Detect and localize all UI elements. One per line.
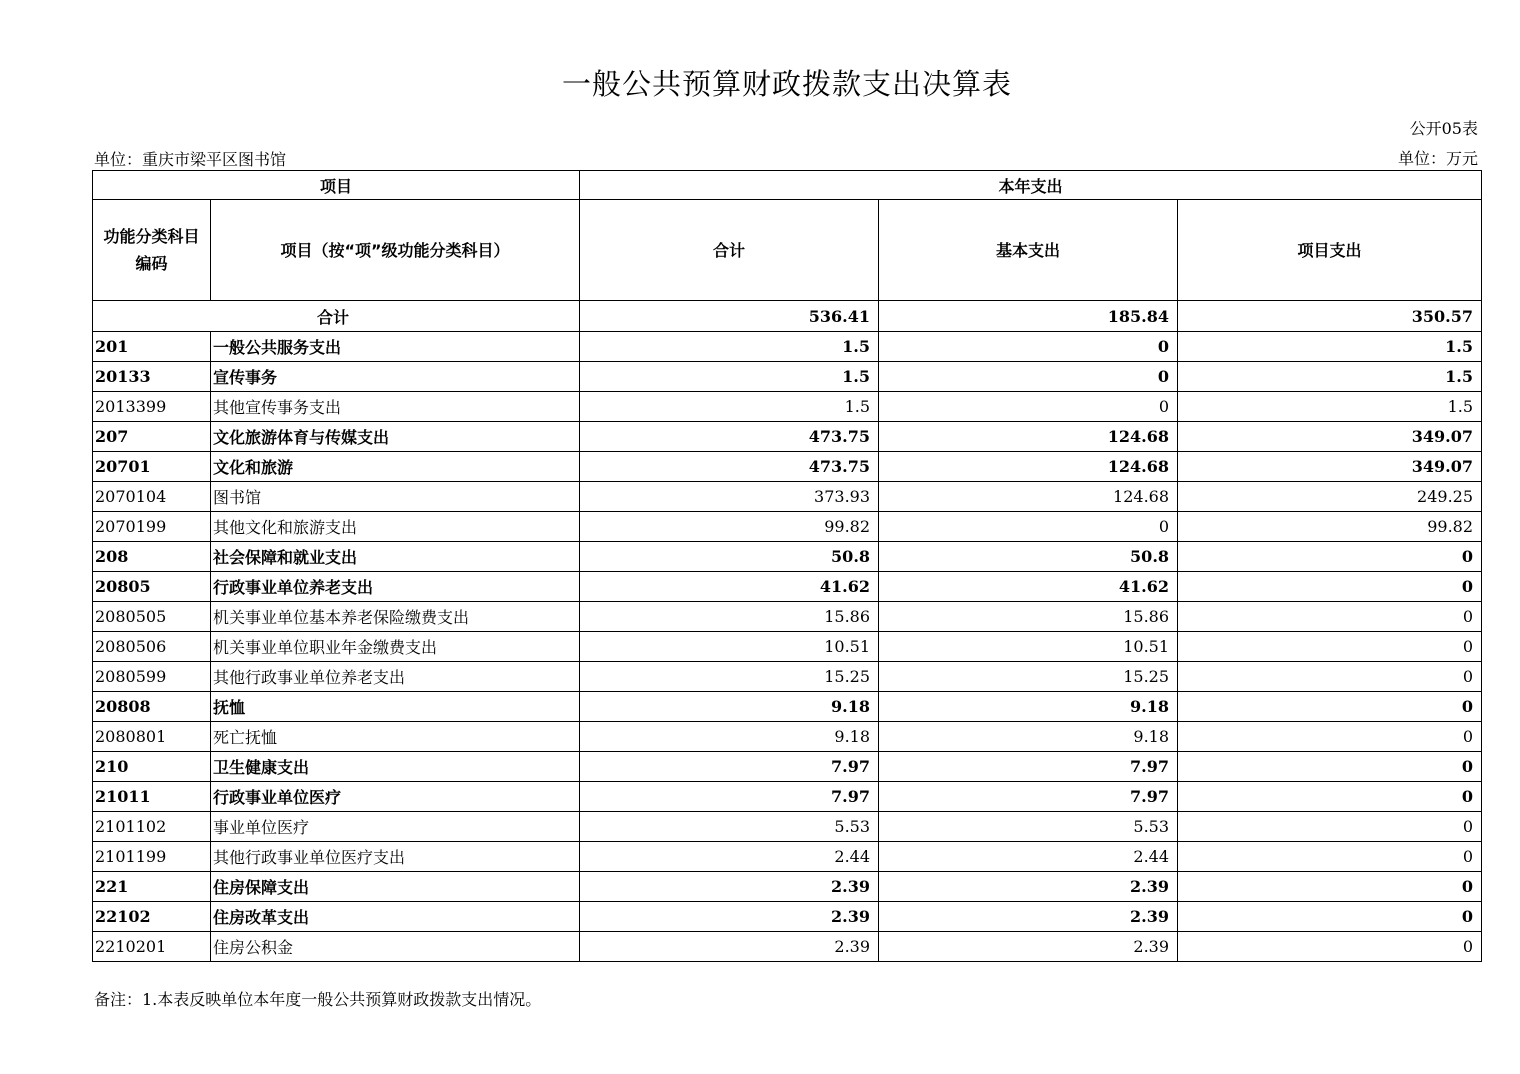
table-row [93, 842, 1482, 872]
row-project: 0 [1178, 872, 1482, 902]
row-project: 0 [1178, 932, 1482, 962]
row-total: 2.39 [580, 932, 879, 962]
table-row [93, 332, 1482, 362]
table-row [93, 632, 1482, 662]
row-project: 0 [1178, 602, 1482, 632]
row-basic: 2.44 [879, 842, 1178, 872]
row-name: 住房改革支出 [211, 902, 580, 932]
table-row [93, 902, 1482, 932]
table-row [93, 692, 1482, 722]
row-project: 1.5 [1178, 392, 1482, 422]
row-name: 宣传事务 [211, 362, 580, 392]
row-name: 其他行政事业单位医疗支出 [211, 842, 580, 872]
row-project: 349.07 [1178, 422, 1482, 452]
header-basic: 基本支出 [879, 200, 1178, 301]
row-code: 2101102 [93, 812, 211, 842]
table-row [93, 722, 1482, 752]
row-project: 0 [1178, 572, 1482, 602]
row-name: 一般公共服务支出 [211, 332, 580, 362]
row-total: 7.97 [580, 782, 879, 812]
table-row [93, 452, 1482, 482]
header-code: 功能分类科目编码 [93, 200, 211, 301]
row-code: 2080801 [93, 722, 211, 752]
row-basic: 0 [879, 392, 1178, 422]
row-basic: 2.39 [879, 932, 1178, 962]
table-row [93, 752, 1482, 782]
row-code: 20808 [93, 692, 211, 722]
row-code: 2080505 [93, 602, 211, 632]
table-row [93, 362, 1482, 392]
table-row [93, 512, 1482, 542]
table-row [93, 812, 1482, 842]
row-basic: 2.39 [879, 902, 1178, 932]
row-name: 住房保障支出 [211, 872, 580, 902]
row-name: 图书馆 [211, 482, 580, 512]
row-name: 住房公积金 [211, 932, 580, 962]
row-basic: 10.51 [879, 632, 1178, 662]
row-total: 99.82 [580, 512, 879, 542]
table-row [93, 932, 1482, 962]
row-project: 0 [1178, 542, 1482, 572]
table-row [93, 542, 1482, 572]
row-name: 文化和旅游 [211, 452, 580, 482]
row-total: 2.44 [580, 842, 879, 872]
row-basic: 124.68 [879, 422, 1178, 452]
row-basic: 41.62 [879, 572, 1178, 602]
row-total: 15.86 [580, 602, 879, 632]
row-code: 21011 [93, 782, 211, 812]
row-code: 2080506 [93, 632, 211, 662]
row-project: 99.82 [1178, 512, 1482, 542]
row-basic: 15.86 [879, 602, 1178, 632]
total-sum: 536.41 [580, 301, 879, 332]
row-code: 2101199 [93, 842, 211, 872]
total-row [93, 301, 1482, 332]
table-row [93, 422, 1482, 452]
row-total: 41.62 [580, 572, 879, 602]
row-name: 卫生健康支出 [211, 752, 580, 782]
row-total: 2.39 [580, 902, 879, 932]
header-project: 项目支出 [1178, 200, 1482, 301]
row-project: 0 [1178, 662, 1482, 692]
row-name: 机关事业单位职业年金缴费支出 [211, 632, 580, 662]
row-code: 2070104 [93, 482, 211, 512]
row-total: 5.53 [580, 812, 879, 842]
row-basic: 0 [879, 332, 1178, 362]
row-code: 221 [93, 872, 211, 902]
row-basic: 124.68 [879, 482, 1178, 512]
row-name: 其他宣传事务支出 [211, 392, 580, 422]
row-code: 2080599 [93, 662, 211, 692]
row-basic: 5.53 [879, 812, 1178, 842]
row-project: 0 [1178, 812, 1482, 842]
page-title: 一般公共预算财政拨款支出决算表 [561, 67, 1012, 101]
row-name: 死亡抚恤 [211, 722, 580, 752]
row-total: 7.97 [580, 752, 879, 782]
row-name: 抚恤 [211, 692, 580, 722]
row-project: 1.5 [1178, 362, 1482, 392]
row-total: 9.18 [580, 722, 879, 752]
row-name: 行政事业单位医疗 [211, 782, 580, 812]
row-total: 1.5 [580, 332, 879, 362]
row-name: 行政事业单位养老支出 [211, 572, 580, 602]
row-name: 事业单位医疗 [211, 812, 580, 842]
row-basic: 2.39 [879, 872, 1178, 902]
row-code: 208 [93, 542, 211, 572]
row-project: 0 [1178, 842, 1482, 872]
row-total: 2.39 [580, 872, 879, 902]
row-code: 20133 [93, 362, 211, 392]
row-total: 50.8 [580, 542, 879, 572]
table-row [93, 872, 1482, 902]
header-name: 项目（按“项”级功能分类科目） [211, 200, 580, 301]
row-project: 0 [1178, 752, 1482, 782]
row-code: 201 [93, 332, 211, 362]
row-basic: 0 [879, 362, 1178, 392]
row-code: 207 [93, 422, 211, 452]
table-row [93, 482, 1482, 512]
row-project: 1.5 [1178, 332, 1482, 362]
row-total: 15.25 [580, 662, 879, 692]
row-name: 文化旅游体育与传媒支出 [211, 422, 580, 452]
row-code: 20701 [93, 452, 211, 482]
row-project: 0 [1178, 632, 1482, 662]
row-name: 其他文化和旅游支出 [211, 512, 580, 542]
row-basic: 124.68 [879, 452, 1178, 482]
row-total: 373.93 [580, 482, 879, 512]
row-basic: 7.97 [879, 752, 1178, 782]
row-code: 22102 [93, 902, 211, 932]
row-name: 其他行政事业单位养老支出 [211, 662, 580, 692]
row-code: 210 [93, 752, 211, 782]
row-project: 0 [1178, 692, 1482, 722]
row-basic: 50.8 [879, 542, 1178, 572]
table-row [93, 662, 1482, 692]
row-code: 2210201 [93, 932, 211, 962]
row-basic: 7.97 [879, 782, 1178, 812]
row-total: 1.5 [580, 392, 879, 422]
row-name: 社会保障和就业支出 [211, 542, 580, 572]
total-label: 合计 [93, 301, 580, 332]
header-row-group [93, 171, 1482, 200]
total-project: 350.57 [1178, 301, 1482, 332]
row-project: 249.25 [1178, 482, 1482, 512]
header-item-group: 项目 [93, 171, 580, 200]
row-project: 0 [1178, 722, 1482, 752]
form-number: 公开05表 [1409, 119, 1478, 138]
header-year-group: 本年支出 [580, 171, 1482, 200]
table-row [93, 392, 1482, 422]
row-code: 20805 [93, 572, 211, 602]
footnote: 备注：1.本表反映单位本年度一般公共预算财政拨款支出情况。 [94, 990, 542, 1009]
table-row [93, 602, 1482, 632]
row-project: 349.07 [1178, 452, 1482, 482]
row-code: 2013399 [93, 392, 211, 422]
total-basic: 185.84 [879, 301, 1178, 332]
row-total: 473.75 [580, 452, 879, 482]
row-basic: 9.18 [879, 722, 1178, 752]
unit-organization: 单位：重庆市梁平区图书馆 [94, 150, 287, 169]
row-total: 10.51 [580, 632, 879, 662]
table-row [93, 782, 1482, 812]
row-basic: 0 [879, 512, 1178, 542]
row-total: 473.75 [580, 422, 879, 452]
row-project: 0 [1178, 902, 1482, 932]
row-name: 机关事业单位基本养老保险缴费支出 [211, 602, 580, 632]
row-basic: 9.18 [879, 692, 1178, 722]
header-total: 合计 [580, 200, 879, 301]
row-code: 2070199 [93, 512, 211, 542]
row-project: 0 [1178, 782, 1482, 812]
row-basic: 15.25 [879, 662, 1178, 692]
header-row-columns [93, 200, 1482, 301]
row-total: 1.5 [580, 362, 879, 392]
expenditure-table [92, 170, 1482, 962]
row-total: 9.18 [580, 692, 879, 722]
unit-currency: 单位：万元 [1397, 149, 1478, 168]
table-row [93, 572, 1482, 602]
